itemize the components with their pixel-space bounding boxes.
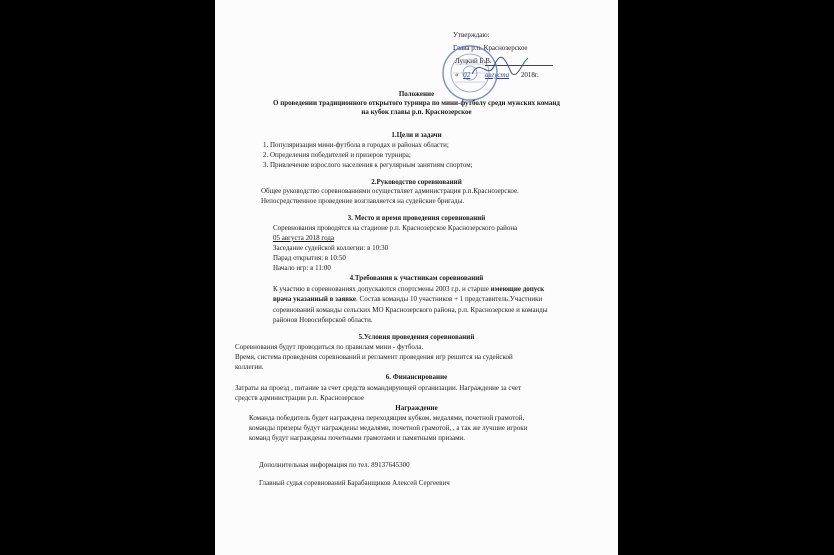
sec2-line: Общее руководство соревнованиями осуществляет администрация р.п.Краснозерское.	[261, 187, 519, 195]
sec3-line: Заседание судейской коллегии: в 10:30	[273, 244, 389, 252]
sec6-line: средств администрации р.п. Краснозерское	[235, 394, 364, 402]
date-quote: «	[455, 71, 459, 79]
doc-title: Положение	[398, 90, 435, 98]
doc-subtitle-1: О проведении традиционного открытого турнира по мини-футболу среди мужских команд	[273, 99, 560, 107]
sec3-date: 05 августа 2018 года	[273, 234, 335, 242]
sec4-line: районов Новосибирской области.	[273, 316, 373, 324]
sec7-line: Команда победитель будет награждена переходящим кубком, медалями, почетной грамотой,	[249, 414, 525, 422]
sec4-text: . Состав команды 10 участников + 1 представитель.Участники	[356, 295, 543, 303]
sec3-heading: 3. Место и время проведения соревнований	[347, 214, 486, 222]
approval-title: Утверждаю:	[453, 31, 490, 39]
sec2-line: Непосредственное проведение возглавляется на судейские бригады.	[261, 197, 465, 205]
sec4-line: соревнований команды сельских МО Краснозерского района, р.п. Краснозерское и команды	[273, 306, 548, 314]
sec1-heading: 1.Цели и задачи	[391, 131, 442, 139]
sec5-line: Время, система проведения соревнований и регламент проведения игр решится на судейской	[235, 353, 513, 361]
document-page	[215, 0, 618, 555]
sec4-text: К участию в соревнованиях допускаются спортсмены 2003 г.р. и старше	[273, 285, 491, 293]
doc-subtitle-2: на кубок главы р.п. Краснозерское	[361, 108, 472, 116]
sec6-heading: 6. Финансирование	[385, 373, 448, 381]
sec1-item: 2. Определения победителей и призеров турнира;	[263, 151, 411, 159]
signature	[470, 52, 530, 82]
sec2-heading: 2.Руководство соревнований	[371, 178, 462, 186]
sec1-item: 3. Привлечение взрослого населения к регулярным занятиям спортом;	[263, 161, 473, 169]
sec3-line: Соревнования проводятся на стадионе р.п. Краснозерское Краснозерского района	[273, 224, 518, 232]
sec7-heading: Награждение	[395, 404, 438, 412]
approval-name: Луцкий Б.В.	[455, 57, 492, 65]
sec6-line: Затраты на проезд , питание за счет средств командирующей организации. Награждение за счет	[235, 384, 522, 392]
sec4-bold: врача указанный в заявке	[273, 295, 357, 303]
sec1-item: 1. Популяризация мини-футбола в городах и районах области;	[263, 141, 449, 149]
sec4-bold: имеющие допуск	[490, 285, 545, 293]
approval-position: Глава р.п. Краснозерское	[453, 44, 528, 52]
date-year: 2018г.	[520, 71, 539, 79]
date-day: 02	[463, 71, 471, 79]
sec3-line: Парад открытия: в 10:50	[273, 254, 346, 262]
sec5-heading: 5.Условия проведения соревнований	[358, 333, 475, 341]
sec5-line: Соревнования будут проводиться по правилам мини - футбола.	[235, 343, 424, 351]
sec4-heading: 4.Требования к участникам соревнований	[349, 274, 484, 282]
sec7-line: команды призеры будут награждены медалями, почетной грамотой, , а так же лучшие игроки	[249, 424, 528, 432]
sec3-line: Начало игр: в 11:00	[273, 264, 331, 272]
contact-info: Дополнительная информация по тел. 89137645300	[259, 461, 410, 469]
chief-judge: Главный судья соревнований Барабанщиков Алексей Сергеевич	[259, 479, 450, 487]
date-month: августа	[485, 71, 510, 79]
sec4-line	[273, 285, 544, 294]
sec4-line	[273, 295, 542, 304]
sec7-line: команд будут награждены почетными грамотами и памятными призами.	[249, 434, 466, 442]
sec5-line: коллегии.	[235, 363, 264, 371]
